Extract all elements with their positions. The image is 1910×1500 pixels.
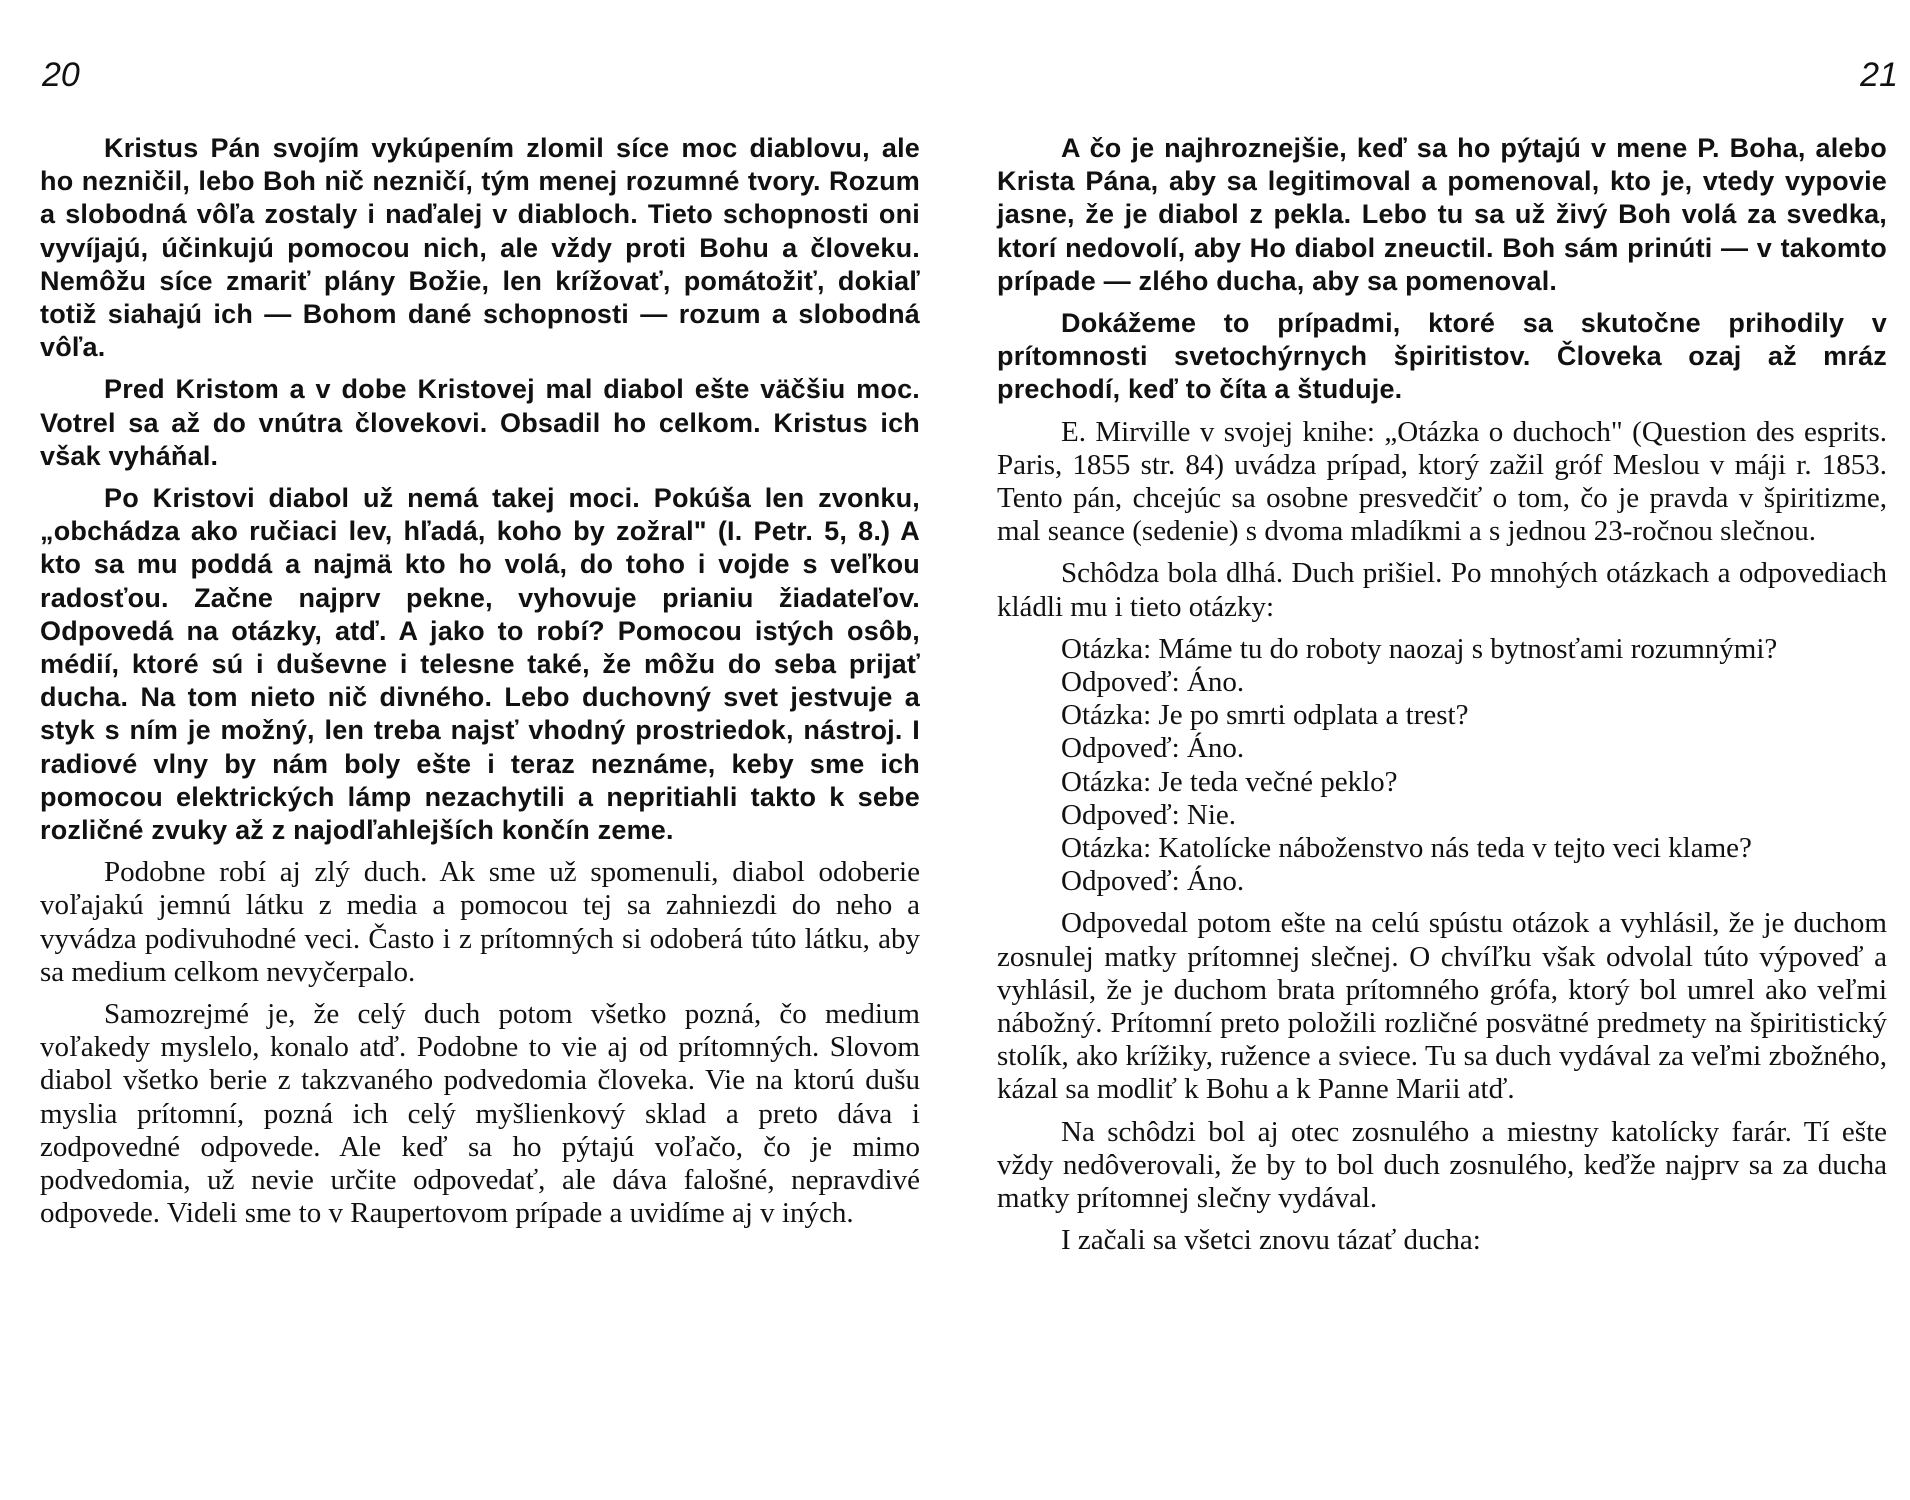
paragraph: Pred Kristom a v dobe Kristovej mal diabol ešte väčšiu moc. Votrel sa až do vnútra človekovi. Obsadil ho celkom. Kristus ich však vyháňal.	[40, 374, 920, 471]
dialogue-question: Otázka: Máme tu do roboty naozaj s bytnosťami rozumnými?	[1061, 632, 1778, 665]
paragraph: A čo je najhroznejšie, keď sa ho pýtajú v mene P. Boha, alebo Krista Pána, aby sa legitimoval a pomenoval, kto je, vtedy vypovie jasne, že je diabol z pekla. Lebo tu sa už živý Boh volá za svedka, ktorí nedovolí, aby Ho diabol zneuctil. Boh sám prinúti — v takomto prípade — zlého ducha, aby sa pomenoval.	[997, 133, 1887, 296]
dialogue-answer: Odpoveď: Nie.	[1061, 798, 1236, 831]
dialogue-answer: Odpoveď: Áno.	[1061, 732, 1245, 765]
dialogue-question: Otázka: Katolícke náboženstvo nás teda v tejto veci klame?	[1061, 832, 1752, 865]
right-page-text	[997, 132, 1887, 1267]
paragraph: Na schôdzi bol aj otec zosnulého a miestny katolícky farár. Tí ešte vždy nedôverovali, že by to bol duch zosnulého, keďže najprv sa za ducha matky prítomnej slečny vydával.	[997, 1115, 1887, 1215]
left-page-text	[40, 132, 920, 1240]
paragraph: Samozrejmé je, že celý duch potom všetko pozná, čo medium voľakedy myslelo, konalo atď. Podobne to vie aj od prítomných. Slovom diabol všetko berie z takzvaného podvedomia človeka. Vie na ktorú dušu myslia prítomní, pozná ich celý myšlienkový sklad a preto dáva i zodpovedné odpovede. Ale keď sa ho pýtajú voľačo, čo je mimo podvedomia, už nevie určite odpovedať, ale dáva falošné, nepravdivé odpovede. Videli sme to v Raupertovom prípade a uvidíme aj v iných.	[40, 998, 920, 1230]
paragraph: Schôdza bola dlhá. Duch prišiel. Po mnohých otázkach a odpovediach kládli mu i tieto otázky:	[997, 557, 1887, 623]
paragraph: I začali sa všetci znovu tázať ducha:	[1061, 1224, 1481, 1257]
dialogue-answer: Odpoveď: Áno.	[1061, 666, 1245, 699]
left-page-number: 20	[42, 56, 80, 94]
paragraph: Podobne robí aj zlý duch. Ak sme už spomenuli, diabol odoberie voľajakú jemnú látku z media a pomocou tej sa zahniezdi do neho a vyvádza podivuhodné veci. Často i z prítomných si odoberá túto látku, aby sa medium celkom nevyčerpalo.	[40, 856, 920, 988]
paragraph: Kristus Pán svojím vykúpením zlomil síce moc diablovu, ale ho nezničil, lebo Boh nič nezničí, tým menej rozumné tvory. Rozum a slobodná vôľa zostaly i naďalej v diabloch. Tieto schopnosti oni vyvíjajú, účinkujú pomocou nich, ale vždy proti Bohu a človeku. Nemôžu síce zmariť plány Božie, len krížovať, pomátožiť, dokiaľ totiž siahajú ich — Bohom dané schopnosti — rozum a slobodná vôľa.	[40, 133, 920, 363]
paragraph: Dokážeme to prípadmi, ktoré sa skutočne prihodily v prítomnosti svetochýrnych špiritistov. Človeka ozaj až mráz prechodí, keď to číta a študuje.	[997, 308, 1887, 405]
dialogue-question: Otázka: Je teda večné peklo?	[1061, 765, 1398, 798]
paragraph: E. Mirville v svojej knihe: „Otázka o duchoch" (Question des esprits. Paris, 1855 str. 84) uvádza prípad, ktorý zažil gróf Meslou v máji r. 1853. Tento pán, chcejúc sa osobne presvedčiť o tom, čo je pravda v špiritizme, mal seance (sedenie) s dvoma mladíkmi a s jednou 23-ročnou slečnou.	[997, 415, 1887, 548]
paragraph: Odpovedal potom ešte na celú spústu otázok a vyhlásil, že je duchom zosnulej matky prítomnej slečnej. O chvíľku však odvolal túto výpoveď a vyhlásil, že je duchom brata prítomného grófa, ktorý bol umrel ako veľmi nábožný. Prítomní preto položili rozličné posvätné predmety na špiritistický stolík, ako krížiky, ružence a sviece. Tu sa duch vydával za veľmi zbožného, kázal sa modliť k Bohu a k Panne Marii atď.	[997, 907, 1887, 1106]
dialogue-question: Otázka: Je po smrti odplata a trest?	[1061, 699, 1469, 732]
paragraph: Po Kristovi diabol už nemá takej moci. Pokúša len zvonku, „obchádza ako ručiaci lev, hľadá, koho by zožral" (I. Petr. 5, 8.) A kto sa mu poddá a najmä kto ho volá, do toho i vojde s veľkou radosťou. Začne najprv pekne, vyhovuje prianiu žiadateľov. Odpovedá na otázky, atď. A jako to robí? Pomocou istých osôb, médií, ktoré sú i duševne i telesne také, že môžu do seba prijať ducha. Na tom nieto nič divného. Lebo duchovný svet jestvuje a styk s ním je možný, len treba najsť vhodný prostriedok, nástroj. I radiové vlny by nám boly ešte i teraz neznáme, keby sme ich pomocou elektrických lámp nezachytili a nepritiahli takto k sebe rozličné zvuky až z najodľahlejších končín zeme.	[40, 483, 920, 846]
right-page-number: 21	[1860, 56, 1898, 94]
dialogue-answer: Odpoveď: Áno.	[1061, 865, 1245, 898]
